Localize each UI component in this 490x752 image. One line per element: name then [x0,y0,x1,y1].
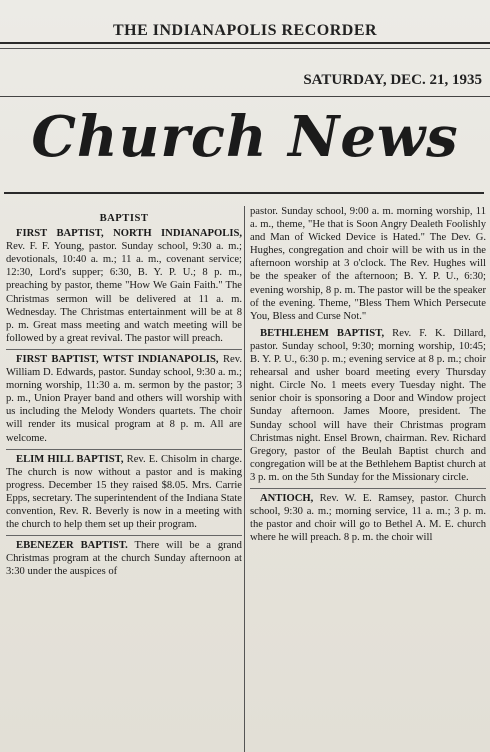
church-text: Rev. F. K. Dillard, pastor. Sunday school, 9:30; morning worship, 10:45; B. Y. P. U., 6:30 p. m.; evening service at 8 p. m.; choir rehearsal and usher board meeting every Thursday night. Circle No. 1 meets every Tuesday night. The senior choir is sponsoring a Door and Window project Sunday afternoon. James Moore, president. The Sunday school will have their Christmas program Christmas night. Ensel Brown, chairman. Rev. Richard Gregory, pastor of the Beulah Baptist church and congregation will be at the Bethlehem Baptist church at 3 p. m. on the 5th Sunday for the Missionary circle. [250,327,486,483]
continued-text: pastor. Sunday school, 9:00 a. m. morning worship, 11 a. m., theme, "He that is Soon Angry Dealeth Foolishly and Man of Wicked Device is Hated." The Dev. G. Hughes, congregation and choir will be with us in the afternoon worship at 3 o'clock. The Rev. Hughes will be the speaker of the afternoon; B. Y. P. U., 6:30; evening worship, 8 p. m. The pastor will be the speaker of the evening. Theme, "Bless Them Which Persecute You, Bless and Curse Not." [250,206,486,322]
church-text: Rev. W. E. Ramsey, pastor. Church school, 9:30 a. m.; morning service, 11 a. m.; 3 p. m. the pastor and choir will go to Bethel A. M. E. church where he will preach. 8 p. m. the choir will [250,492,486,544]
section-heading: BAPTIST [99,213,149,224]
church-entry [6,227,242,345]
issue-date: SATURDAY, DEC. 21, 1935 [303,72,482,88]
entry-separator [6,535,242,536]
banner-rule [4,192,484,194]
church-name: ANTIOCH, [260,492,314,504]
newspaper-masthead: THE INDIANAPOLIS RECORDER [112,22,378,39]
church-entry [6,453,242,532]
church-name: EBENEZER BAPTIST. [16,540,128,552]
church-entry [250,327,486,484]
church-text: Rev. F. F. Young, pastor. Sunday school, 9:30 a. m.; devotionals, 10:40 a. m.; 11 a. m., covenant service; 12:30, Lord's supper; 6:30, B. Y. P. U.; 8 p. m., preaching by pastor, theme "How We Gain Faith." The Christmas sermon will be delivered at 11 a. m. Wednesday. The Christmas entertainment will be at 8 p. m. Great mass meeting and watch meeting will be followed by a great revival. The pastor will preach. [6,241,242,344]
left-column [6,212,242,752]
church-name: ELIM HILL BAPTIST, [16,453,124,465]
church-text: There will be a grand Christmas program at the church Sunday afternoon at 3:30 under the auspices of [6,540,242,578]
church-entry [250,492,486,544]
church-name: FIRST BAPTIST, NORTH INDIANAPOLIS, [16,228,242,240]
church-entry [6,353,242,445]
column-divider [244,206,245,752]
right-column [250,205,486,745]
masthead-rule [0,42,490,49]
entry-separator [6,449,242,450]
entry-separator [6,349,242,350]
church-name: BETHLEHEM BAPTIST, [260,327,385,339]
entry-separator [250,488,486,489]
church-text: Rev. E. Chisolm in charge. The church is now without a pastor and is making progress. December 15 they raised $8.05. Mrs. Carrie Epps, secretary. The superintendent of the Indiana State convention, Rev. R. Beverly is now in a meeting with the church to help them set up their program. [6,453,242,531]
church-name: FIRST BAPTIST, WTST INDIANAPOLIS, [16,353,219,365]
church-text: Rev. William D. Edwards, pastor. Sunday school, 9:30 a. m.; morning worship, 11:30 a. m. sermon by the pastor; 3 p. m., Union Prayer band and others will worship with us including the Melody Wonders quartets. The choir will render its musical program at 8 p. m. All are welcome. [6,353,242,444]
church-entry [6,539,242,578]
section-banner: Church News [31,104,459,170]
